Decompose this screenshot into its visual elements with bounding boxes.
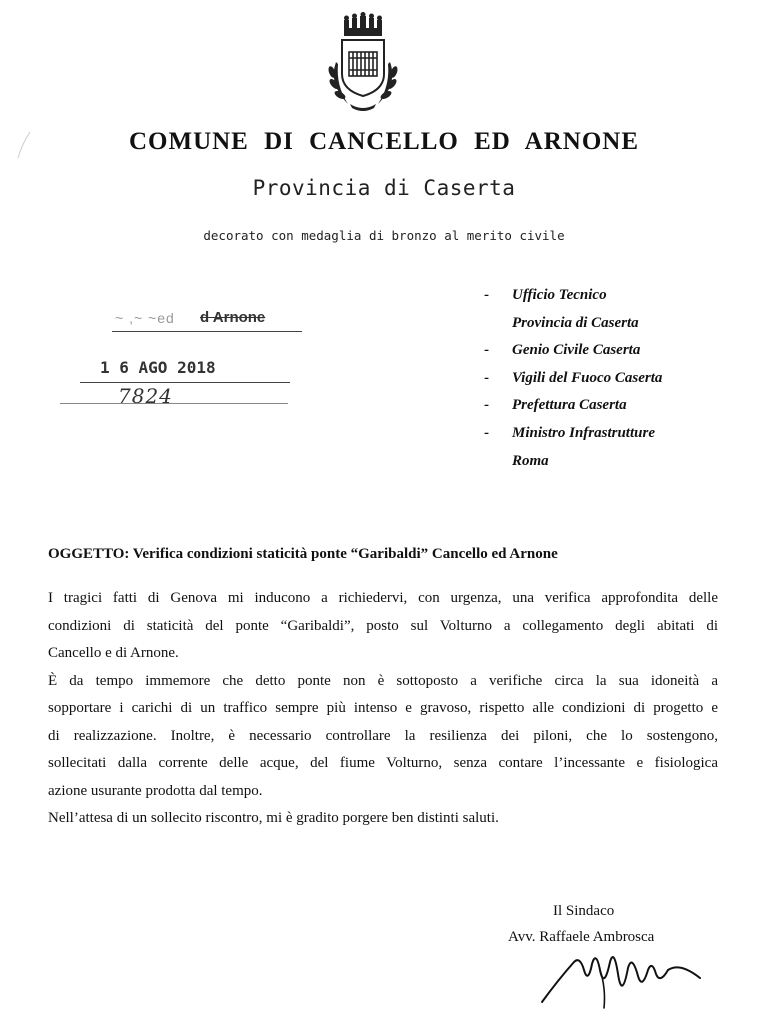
recipient-item (484, 420, 754, 448)
stamp-rule (80, 382, 290, 383)
body-line: sollecitati dalla corrente delle acque, del fiume Volturno, senza contare l’incessante e fisiologica (48, 755, 718, 771)
body-line: di realizzazione. Inoltre, è necessario controllare la resilienza dei piloni, che lo sostengono, (48, 727, 718, 744)
recipient-name: Ministro Infrastrutture (512, 424, 655, 441)
recipient-name: Roma (512, 452, 549, 469)
stamp-rule (60, 403, 288, 404)
body-line: condizioni di staticità del ponte “Garibaldi”, posto sul Volturno a collegamento degli abitati di (48, 617, 718, 634)
body-line: azione usurante prodotta dal tempo. (48, 782, 263, 799)
list-dash: - (484, 424, 489, 441)
recipient-item (484, 448, 754, 476)
list-dash: - (484, 369, 489, 386)
body-line: È da tempo immemore che detto ponte non è sottoposto a verifiche circa la sua idoneità a (48, 672, 718, 689)
list-dash: - (484, 397, 489, 414)
recipient-item (484, 282, 754, 310)
recipient-item (484, 365, 754, 393)
recipient-item (484, 337, 754, 365)
recipient-item (484, 310, 754, 338)
body-line: Nell’attesa di un sollecito riscontro, mi è gradito porgere ben distinti saluti. (48, 810, 499, 826)
recipient-name: Provincia di Caserta (512, 314, 639, 331)
recipient-name: Ufficio Tecnico (512, 287, 607, 303)
signatory-name: Avv. Raffaele Ambrosca (508, 929, 655, 945)
stamp-faint-text: ~ ,~ ~ed (115, 310, 175, 326)
stamp-municipality: d Arnone (200, 309, 266, 326)
signatory-title: Il Sindaco (553, 903, 615, 919)
list-dash: - (484, 342, 489, 359)
body-line: I tragici fatti di Genova mi inducono a richiedervi, con urgenza, una verifica approfondita delle (48, 590, 718, 606)
municipal-crest-icon (318, 12, 408, 116)
province-subtitle: Provincia di Caserta (252, 176, 516, 200)
list-dash (484, 448, 512, 476)
recipient-name: Vigili del Fuoco Caserta (512, 369, 663, 386)
letter-body (48, 585, 718, 833)
body-line: sopportare i carichi di un traffico sempre più intenso e gravoso, rispetto alle condizioni di progetto e (48, 700, 718, 716)
recipient-name: Prefettura Caserta (512, 397, 627, 414)
recipient-name: Genio Civile Caserta (512, 342, 641, 359)
body-line: Cancello e di Arnone. (48, 645, 179, 661)
list-dash (484, 310, 512, 338)
stamp-protocol-number: 7824 (118, 384, 173, 408)
motto: decorato con medaglia di bronzo al merito civile (203, 228, 565, 243)
subject-line: OGGETTO: Verifica condizioni staticità ponte “Garibaldi” Cancello ed Arnone (48, 546, 558, 562)
list-dash: - (484, 287, 489, 303)
stamp-date: 1 6 AGO 2018 (100, 358, 216, 377)
recipient-item (484, 392, 754, 420)
stamp-rule (112, 331, 302, 332)
handwritten-signature (540, 940, 730, 1010)
recipients-list (484, 282, 754, 475)
page-title: COMUNE DI CANCELLO ED ARNONE (128, 128, 640, 155)
